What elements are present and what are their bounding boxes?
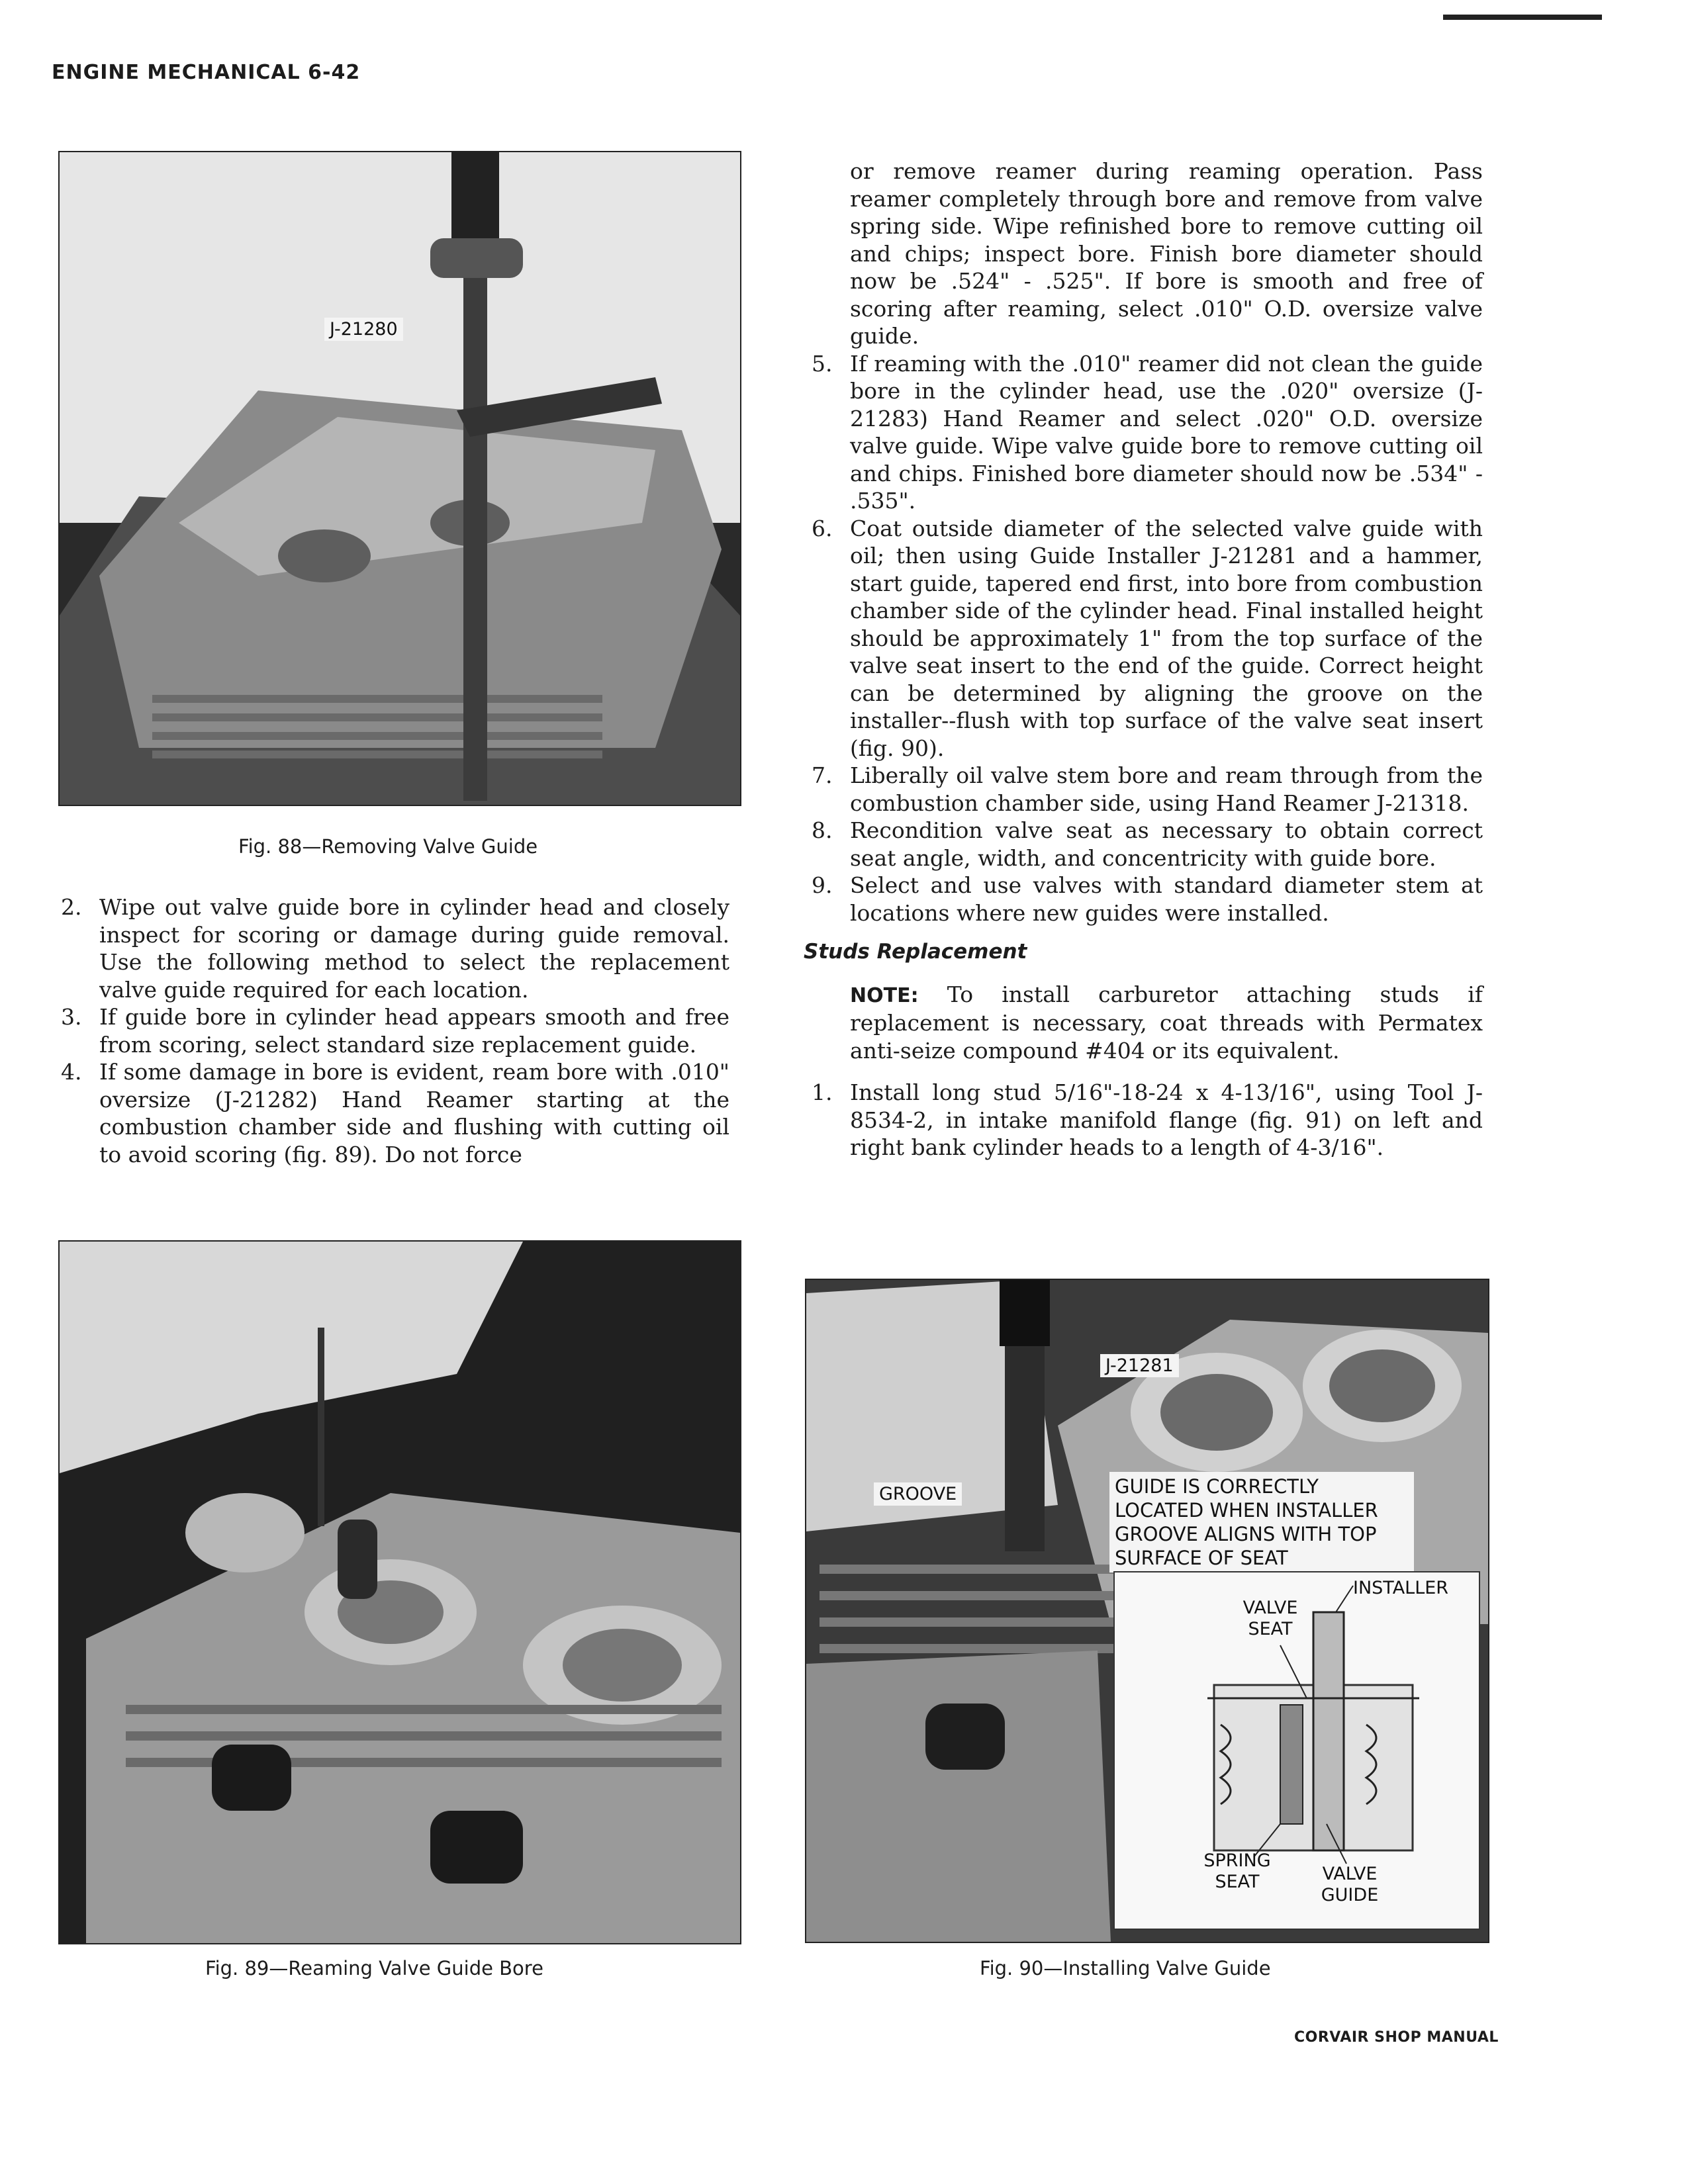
figure-90-tool-label: J-21281: [1100, 1354, 1179, 1377]
page-header: ENGINE MECHANICAL 6-42: [52, 61, 361, 84]
figure-90-groove-label: GROOVE: [874, 1482, 962, 1506]
installer-label: INSTALLER: [1353, 1578, 1449, 1598]
note-block: [812, 981, 1483, 1065]
right-item-9: [812, 872, 1483, 927]
left-item-3: [61, 1003, 729, 1058]
figure-90-caption: Fig. 90—Installing Valve Guide: [980, 1957, 1271, 1979]
item-text: If some damage in bore is evident, ream bore with .010" oversize (J-21282) Hand Reamer starting at the combustion chamber side and flushing with cutting oil to avoid scoring (fig. 89). Do not force: [99, 1059, 729, 1167]
item-text: Wipe out valve guide bore in cylinder head and closely inspect for scoring or damage during guide removal. Use the following method to select the replacement valve guide required for each location.: [99, 894, 729, 1003]
note-text: To install carburetor attaching studs if replacement is necessary, coat threads with Permatex anti-seize compound #404 or its equivalent.: [850, 981, 1483, 1064]
item-number: 1.: [812, 1079, 833, 1105]
item-number: 4.: [61, 1059, 82, 1085]
left-item-4: [61, 1058, 729, 1168]
right-continuation: [812, 158, 1483, 350]
item-number: 2.: [61, 894, 82, 920]
figure-89-illustration: [60, 1242, 740, 1943]
note-label: NOTE:: [850, 983, 919, 1007]
right-item-8: [812, 817, 1483, 872]
item-number: 7.: [812, 762, 833, 788]
left-column-text: [61, 893, 729, 1168]
figure-90-inset-diagram: [1113, 1571, 1480, 1930]
figure-88-illustration: [60, 152, 740, 805]
item-text: Recondition valve seat as necessary to obtain correct seat angle, width, and concentricity with guide bore.: [850, 817, 1483, 871]
figure-90-photo: [805, 1279, 1489, 1943]
figure-90-callout: GUIDE IS CORRECTLY LOCATED WHEN INSTALLER GROOVE ALIGNS WITH TOP SURFACE OF SEAT: [1109, 1472, 1414, 1572]
item-text: Install long stud 5/16"-18-24 x 4-13/16", using Tool J-8534-2, in intake manifold flange (fig. 91) on left and right bank cylinder heads to a length of 4-3/16".: [850, 1079, 1483, 1160]
item-text: Liberally oil valve stem bore and ream through from the combustion chamber side, using Hand Reamer J-21318.: [850, 762, 1483, 816]
figure-88-photo: [58, 151, 741, 806]
right-item-6: [812, 515, 1483, 762]
valve-guide-label: VALVE GUIDE: [1321, 1864, 1379, 1905]
left-item-2: [61, 893, 729, 1003]
figure-89-caption: Fig. 89—Reaming Valve Guide Bore: [205, 1957, 543, 1979]
figure-88-tool-label: J-21280: [324, 318, 403, 341]
right-item-7: [812, 762, 1483, 817]
right-item-5: [812, 350, 1483, 515]
item-number: 9.: [812, 872, 833, 898]
studs-item-1: [812, 1079, 1483, 1161]
item-text: If guide bore in cylinder head appears smooth and free from scoring, select standard size replacement guide.: [99, 1004, 729, 1058]
continuation-text: or remove reamer during reaming operation. Pass reamer completely through bore and remove from valve spring side. Wipe refinished bore to remove cutting oil and chips; inspect bore. Finish bore diameter should now be .524" - .525". If bore is smooth and free of scoring after reaming, select .010" O.D. oversize valve guide.: [850, 158, 1483, 349]
page-footer: CORVAIR SHOP MANUAL: [1294, 2029, 1499, 2046]
figure-88-caption: Fig. 88—Removing Valve Guide: [238, 835, 538, 858]
item-number: 3.: [61, 1004, 82, 1030]
item-text: Coat outside diameter of the selected valve guide with oil; then using Guide Installer J-21281 and a hammer, start guide, tapered end first, into bore from combustion chamber side of the cylinder head. Final installed height should be approximately 1" from the top surface of the valve seat insert to the end of the guide. Correct height can be determined by aligning the groove on the installer--flush with top surface of the valve seat insert (fig. 90).: [850, 515, 1483, 761]
valve-seat-label: VALVE SEAT: [1243, 1598, 1298, 1639]
section-heading: Studs Replacement: [804, 940, 1027, 964]
right-column-text: [804, 158, 1483, 1161]
item-text: If reaming with the .010" reamer did not clean the guide bore in the cylinder head, use the .020" oversize (J-21283) Hand Reamer and select .020" O.D. oversize valve guide. Wipe valve guide bore to remove cutting oil and chips. Finished bore diameter should now be .534" - .535".: [850, 350, 1483, 514]
spring-seat-label: SPRING SEAT: [1203, 1850, 1271, 1892]
item-number: 8.: [812, 817, 833, 843]
figure-89-photo: [58, 1240, 741, 1944]
item-number: 6.: [812, 515, 833, 541]
item-text: Select and use valves with standard diameter stem at locations where new guides were installed.: [850, 872, 1483, 926]
item-number: 5.: [812, 350, 833, 377]
top-rule: [1443, 15, 1602, 20]
